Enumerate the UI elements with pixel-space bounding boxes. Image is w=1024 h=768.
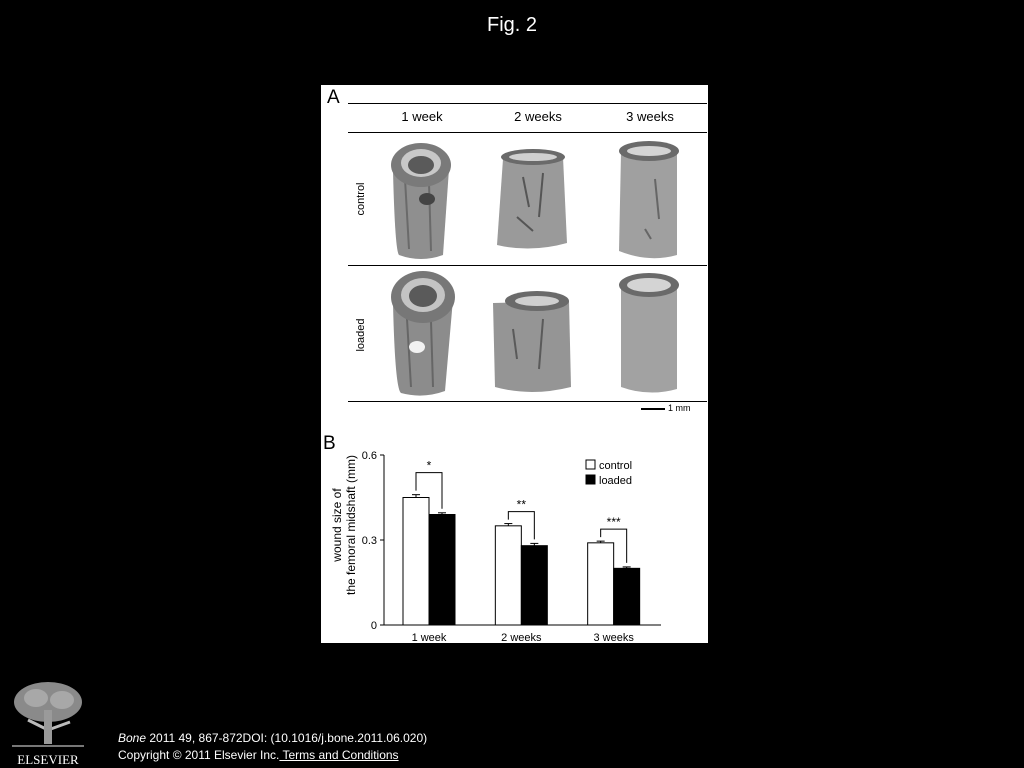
bone-render-control-3-weeks (615, 139, 685, 263)
y-axis-label-line2: the femoral midshaft (mm) (344, 454, 358, 596)
column-header-3-weeks: 3 weeks (626, 109, 674, 124)
terms-link[interactable]: Terms and Conditions (279, 748, 399, 762)
legend-label-control: control (599, 460, 633, 472)
copyright-line (118, 748, 399, 762)
panel-b-letter: B (323, 433, 336, 454)
journal-name: Bone (118, 731, 147, 745)
bar-loaded (429, 515, 455, 626)
bar-control (403, 498, 429, 626)
bar-control (495, 526, 521, 625)
figure-panel (321, 85, 708, 643)
elsevier-logo-text: ELSEVIER (17, 752, 79, 767)
bar-loaded (614, 568, 640, 625)
y-axis-label-line1: wound size of (330, 488, 344, 562)
panel-a-letter: A (327, 87, 340, 108)
citation (118, 731, 427, 745)
citation-text: 2011 49, 867-872DOI: (10.1016/j.bone.2011.06.020) (146, 731, 428, 745)
divider (348, 103, 707, 104)
bone-render-control-2-weeks (493, 147, 573, 253)
bar-chart (321, 425, 708, 643)
bar-control (588, 543, 614, 625)
scale-bar (641, 408, 665, 410)
bone-render-loaded-3-weeks (617, 271, 683, 397)
column-header-2-weeks: 2 weeks (514, 109, 562, 124)
significance-label: ** (516, 497, 527, 512)
significance-label: *** (606, 515, 621, 530)
scale-bar-label: 1 mm (668, 403, 691, 413)
significance-label: * (426, 458, 432, 473)
bone-render-control-1-week (385, 139, 457, 261)
slide-title: Fig. 2 (486, 14, 538, 36)
y-tick-label: 0.3 (361, 535, 377, 547)
x-tick-label: 1 week (411, 632, 447, 643)
x-tick-label: 3 weeks (593, 632, 634, 643)
legend-swatch-loaded (586, 475, 595, 484)
row-label-control: control (355, 182, 367, 216)
elsevier-logo (8, 680, 88, 768)
y-tick-label: 0 (370, 620, 377, 632)
divider (348, 401, 707, 402)
legend-swatch-control (586, 460, 595, 469)
x-tick-label: 2 weeks (501, 632, 542, 643)
copyright-text: Copyright © 2011 Elsevier Inc. (118, 748, 280, 762)
row-label-loaded: loaded (355, 318, 367, 352)
divider (348, 265, 707, 266)
y-tick-label: 0.6 (361, 450, 377, 462)
bone-render-loaded-1-week (383, 269, 461, 399)
column-header-1-week: 1 week (401, 109, 443, 124)
divider (348, 132, 707, 133)
bar-loaded (521, 546, 547, 625)
bone-render-loaded-2-weeks (483, 289, 575, 397)
legend-label-loaded: loaded (599, 475, 633, 487)
